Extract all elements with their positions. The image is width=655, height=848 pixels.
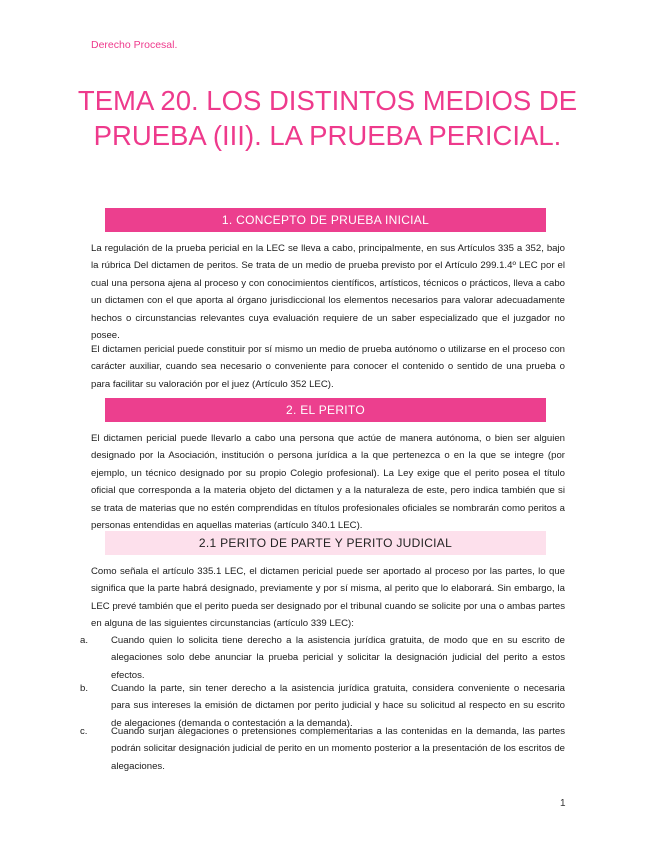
running-header: Derecho Procesal.	[91, 39, 178, 51]
list-item: Cuando surjan alegaciones o pretensiones complementarias a las contenidas en la demanda, las partes podrán solicitar designación judicial de perito en un momento posterior a la presentación de los escritos de alegaciones.	[111, 726, 565, 772]
page-number: 1	[560, 798, 566, 809]
paragraph: El dictamen pericial puede llevarlo a cabo una persona que actúe de manera autónoma, o bien ser alguien designado por la Asociación, institución o persona jurídica a la que pertenezca o en la que se integre (por ejemplo, un técnico designado por su propio Colegio profesional). La Ley exige que el perito posea el título oficial que corresponda a la materia objeto del dictamen y a la naturaleza de este, pero indica también que si se trata de materias que no estén comprendidas en títulos profesionales oficiales se nombrarán como peritos a personas entendidas en aquellas materias (artículo 340.1 LEC).	[91, 433, 565, 532]
page-title: TEMA 20. LOS DISTINTOS MEDIOS DE PRUEBA (III). LA PRUEBA PERICIAL.	[77, 85, 578, 151]
list-marker: c.	[80, 726, 88, 737]
list-item: Cuando la parte, sin tener derecho a la asistencia jurídica gratuita, considera conveniente o necesaria para sus intereses la emisión de dictamen por perito judicial y hace su solicitud al respecto en su escrito de alegaciones (demanda o contestación a la demanda).	[111, 683, 565, 729]
paragraph: El dictamen pericial puede constituir por sí mismo un medio de prueba autónomo o utilizarse en el proceso con carácter auxiliar, cuando sea necesario o conveniente para conocer el contenido o sentido de una prueba o para facilitar su valoración por el juez (Artículo 352 LEC).	[91, 344, 565, 390]
list-marker: b.	[80, 683, 89, 694]
section-heading-perito: 2. EL PERITO	[105, 398, 546, 422]
list-item: Cuando quien lo solicita tiene derecho a la asistencia jurídica gratuita, de modo que en su escrito de alegaciones solo debe anunciar la prueba pericial y solicitar la designación judicial del perito a estos efectos.	[111, 635, 565, 681]
section-heading-concepto: 1. CONCEPTO DE PRUEBA INICIAL	[105, 208, 546, 232]
list-marker: a.	[80, 635, 89, 646]
paragraph: La regulación de la prueba pericial en la LEC se lleva a cabo, principalmente, en sus Artículos 335 a 352, bajo la rúbrica Del dictamen de peritos. Se trata de un medio de prueba previsto por el Artículo 299.1.4º LEC por el cual una persona ajena al proceso y con conocimientos científicos, artísticos, técnicos o prácticos, lleva a cabo un dictamen con el que aporta al órgano jurisdiccional los elementos necesarios para valorar adecuadamente hechos o circunstancias relevantes cuya evaluación requiere de un saber especializado que el juzgador no posee.	[91, 243, 565, 342]
subsection-heading-perito-parte-judicial: 2.1 PERITO DE PARTE Y PERITO JUDICIAL	[105, 531, 546, 555]
paragraph: Como señala el artículo 335.1 LEC, el dictamen pericial puede ser aportado al proceso por las partes, lo que significa que la parte habrá designado, previamente y por sí misma, al perito que lo elaborará. Sin embargo, la LEC prevé también que el perito pueda ser designado por el tribunal cuando se solicite por una o ambas partes en alguna de las siguientes circunstancias (artículo 339 LEC):	[91, 566, 565, 630]
